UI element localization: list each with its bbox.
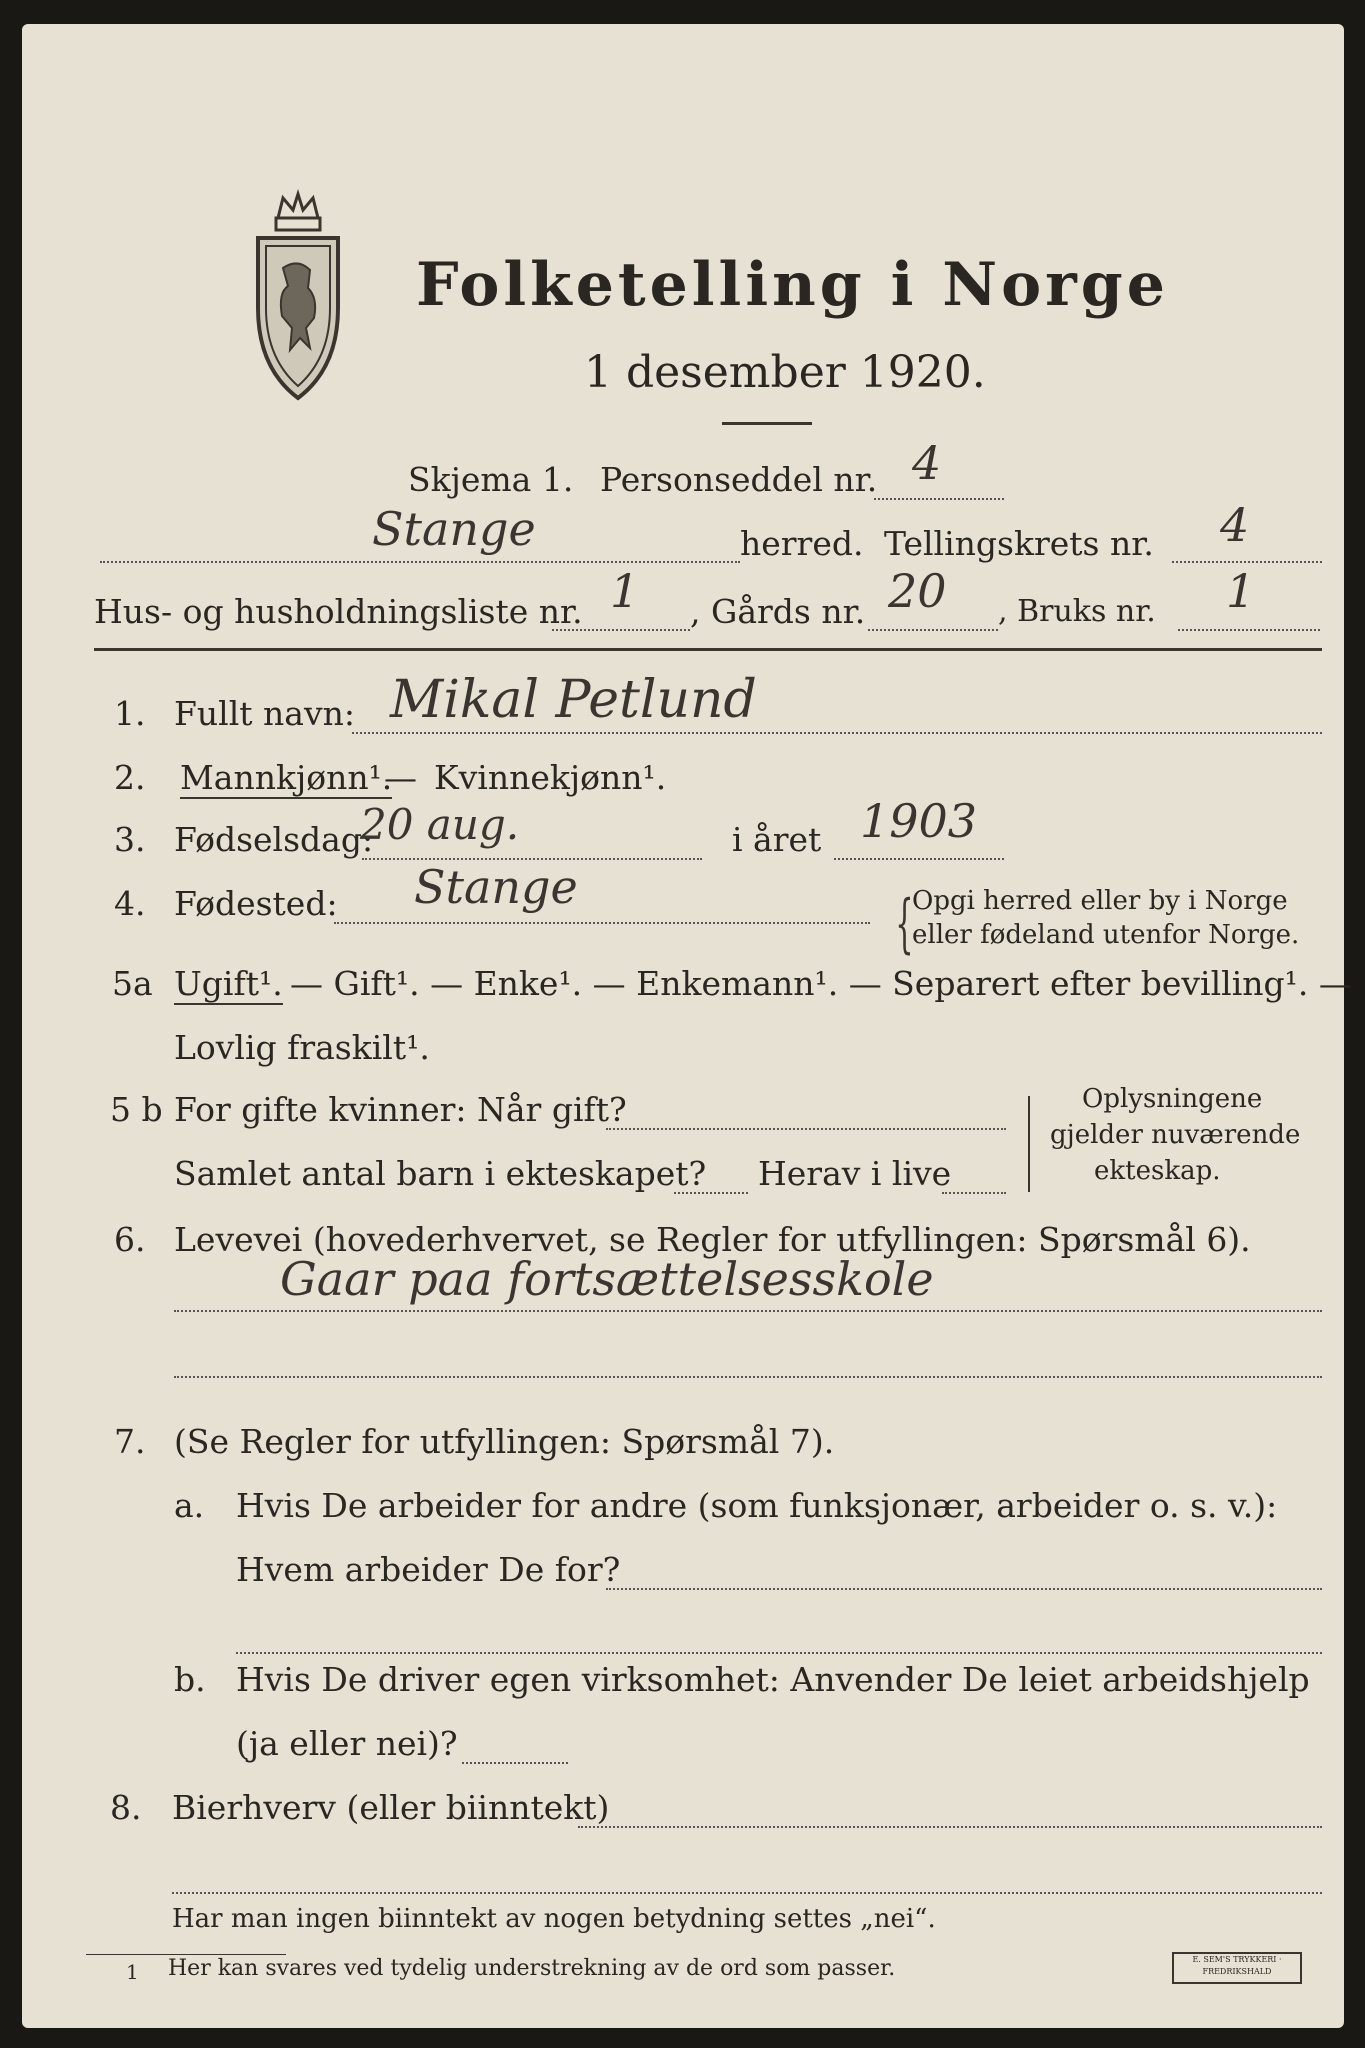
q5b-alive-label: Herav i live — [758, 1154, 952, 1193]
hus-value[interactable]: 1 — [610, 564, 640, 618]
q7b-label-line2: (ja eller nei)? — [236, 1724, 458, 1763]
q5b-note-line1: Oplysningene — [1082, 1084, 1263, 1114]
q5a-number: 5a — [112, 964, 153, 1003]
q3-year-line — [834, 858, 1004, 860]
q1-label: Fullt navn: — [174, 694, 355, 733]
hus-line — [552, 629, 690, 631]
q4-value[interactable]: Stange — [414, 860, 578, 914]
printer-stamp — [1172, 1952, 1302, 1984]
q5b-when-married-line — [606, 1128, 1006, 1130]
gards-line — [868, 629, 998, 631]
gards-label: , Gårds nr. — [690, 592, 866, 631]
coat-of-arms-icon — [248, 188, 348, 408]
q8-number: 8. — [110, 1788, 142, 1827]
census-form-sheet — [22, 24, 1352, 2028]
hus-label: Hus- og husholdningsliste nr. — [94, 592, 583, 631]
footnote-number: 1 — [126, 1960, 139, 1984]
q4-note-line2: eller fødeland utenfor Norge. — [912, 920, 1300, 950]
tellingskrets-label: Tellingskrets nr. — [884, 524, 1154, 563]
q4-note-line1: Opgi herred eller by i Norge — [912, 886, 1288, 916]
schema-label: Skjema 1. — [408, 460, 574, 499]
q6-line1 — [174, 1310, 1322, 1312]
personseddel-value[interactable]: 4 — [912, 436, 942, 490]
q5a-option-ugift[interactable]: Ugift¹. — [174, 964, 283, 1003]
bruks-label: , Bruks nr. — [998, 594, 1156, 629]
q8-note: Har man ingen biinntekt av nogen betydning settes „nei“. — [172, 1904, 936, 1934]
q7b-label-line1: Hvis De driver egen virksomhet: Anvender De leiet arbeidshjelp — [236, 1660, 1310, 1699]
herred-line — [100, 561, 740, 563]
form-date: 1 desember 1920. — [584, 347, 986, 398]
q7a-label-line2: Hvem arbeider De for? — [236, 1550, 621, 1589]
q2-option-female[interactable]: Kvinnekjønn¹. — [434, 758, 667, 797]
q8-label: Bierhverv (eller biinntekt) — [172, 1788, 610, 1827]
q3-number: 3. — [114, 820, 146, 859]
herred-label: herred. — [740, 524, 864, 563]
q7b-answer-line — [462, 1762, 568, 1764]
q5b-alive-line — [942, 1192, 1006, 1194]
gards-value[interactable]: 20 — [888, 564, 947, 618]
q7-label: (Se Regler for utfyllingen: Spørsmål 7). — [174, 1422, 835, 1461]
q3-label: Fødselsdag: — [174, 820, 374, 859]
q2-number: 2. — [114, 758, 146, 797]
personseddel-line — [874, 498, 1004, 500]
q3-year-value[interactable]: 1903 — [860, 794, 978, 848]
bruks-value[interactable]: 1 — [1226, 564, 1256, 618]
q8-line2 — [172, 1892, 1322, 1894]
q2-option-male[interactable]: Mannkjønn¹. — [180, 758, 393, 797]
tellingskrets-line — [1172, 561, 1322, 563]
personseddel-label: Personseddel nr. — [600, 460, 878, 499]
q7a-employer-line — [606, 1588, 1322, 1590]
q5b-note-line3: ekteskap. — [1094, 1156, 1221, 1186]
q4-label: Fødested: — [174, 884, 338, 923]
q5b-when-married-label: For gifte kvinner: Når gift? — [174, 1090, 627, 1129]
q5b-brace-rule — [1028, 1096, 1030, 1192]
q7b-letter: b. — [174, 1660, 206, 1699]
herred-value[interactable]: Stange — [372, 502, 536, 556]
q6-value[interactable]: Gaar paa fortsættelsesskole — [280, 1252, 934, 1306]
tellingskrets-value[interactable]: 4 — [1220, 498, 1250, 552]
footnote-rule — [86, 1954, 286, 1955]
q3-day-value[interactable]: 20 aug. — [360, 800, 520, 849]
q7a-letter: a. — [174, 1486, 205, 1525]
q2-separator: — — [384, 758, 417, 797]
q6-number: 6. — [114, 1220, 146, 1259]
q5a-option-fraskilt[interactable]: Lovlig fraskilt¹. — [174, 1028, 430, 1067]
q5a-other-options[interactable]: — Gift¹. — Enke¹. — Enkemann¹. — Separert efter bevilling¹. — — [290, 964, 1352, 1003]
q3-year-label: i året — [732, 820, 822, 859]
printer-stamp-text: E. SEM'S TRYKKERI · FREDRIKSHALD — [1192, 1955, 1282, 1976]
header-rule — [94, 648, 1322, 651]
q6-label: Levevei (hovederhvervet, se Regler for utfyllingen: Spørsmål 6). — [174, 1220, 1251, 1259]
q7a-employer-line2 — [236, 1652, 1322, 1654]
q6-line2 — [174, 1376, 1322, 1378]
form-title: Folketelling i Norge — [416, 250, 1169, 320]
q4-brace: { — [895, 887, 914, 961]
q1-line — [352, 732, 1322, 734]
q7-number: 7. — [114, 1422, 146, 1461]
q7a-label-line1: Hvis De arbeider for andre (som funksjonær, arbeider o. s. v.): — [236, 1486, 1278, 1525]
q5b-note-line2: gjelder nuværende — [1050, 1120, 1301, 1150]
q5b-number: 5 b — [110, 1090, 163, 1129]
q5b-children-label: Samlet antal barn i ekteskapet? — [174, 1154, 707, 1193]
q1-value[interactable]: Mikal Petlund — [390, 670, 757, 730]
q8-line1 — [578, 1826, 1322, 1828]
q4-line — [334, 922, 870, 924]
footnote-text: Her kan svares ved tydelig understrekning av de ord som passer. — [168, 1956, 896, 1981]
q4-number: 4. — [114, 884, 146, 923]
q5b-children-line — [674, 1192, 748, 1194]
bruks-line — [1178, 629, 1320, 631]
q1-number: 1. — [114, 694, 146, 733]
title-divider — [722, 422, 812, 425]
